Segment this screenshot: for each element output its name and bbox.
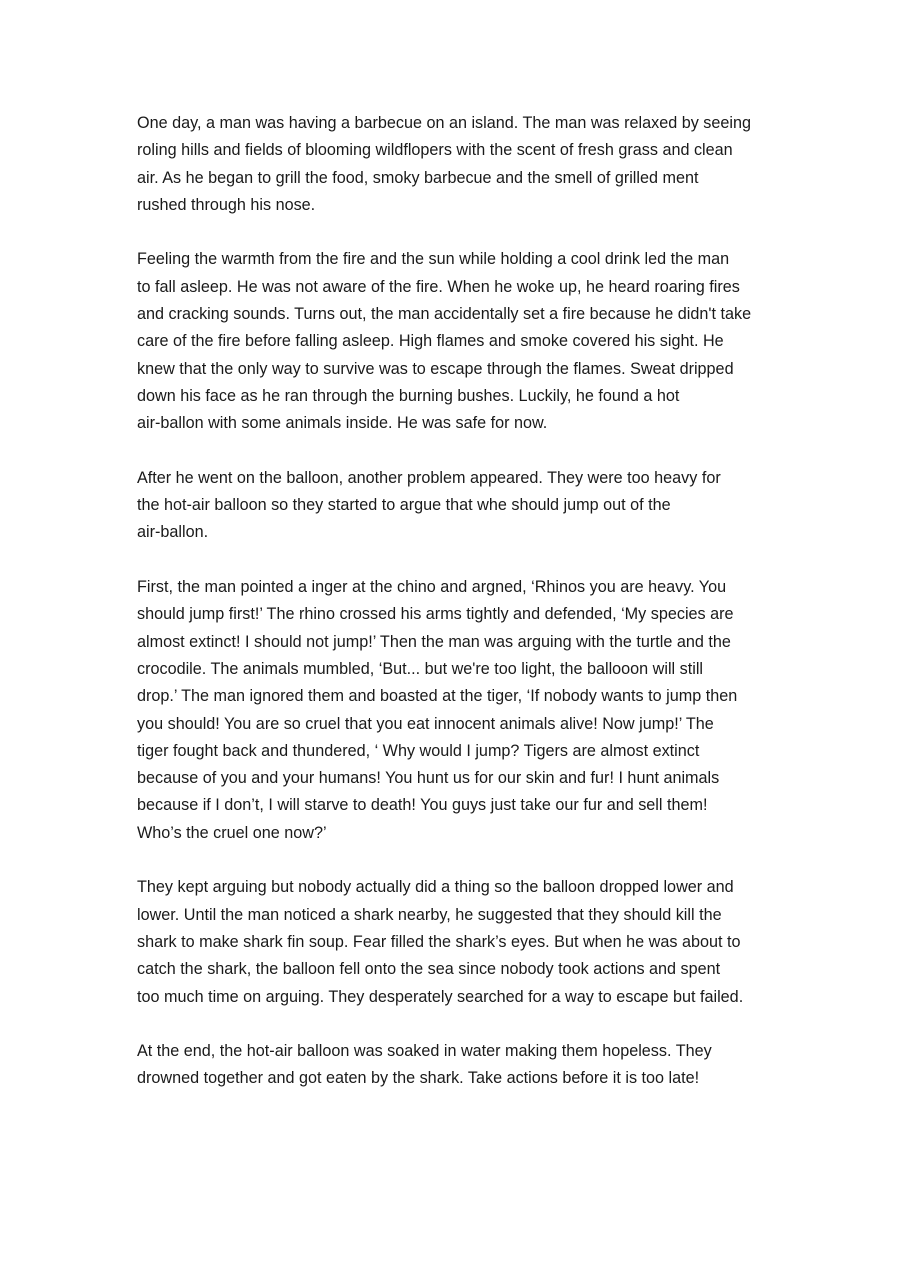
text-line: air-ballon. <box>137 523 209 542</box>
text-line: care of the fire before falling asleep. High flames and smoke covered his sight. He <box>137 332 724 351</box>
text-line: tiger fought back and thundered, ‘ Why would I jump? Tigers are almost extinct <box>137 741 700 760</box>
text-line: and cracking sounds. Turns out, the man accidentally set a fire because he didn't take <box>137 305 752 324</box>
text-line: Feeling the warmth from the fire and the sun while holding a cool drink led the man <box>137 250 730 269</box>
text-line: Who’s the cruel one now?’ <box>137 823 327 842</box>
paragraph-2 <box>137 246 777 437</box>
text-line: you should! You are so cruel that you eat innocent animals alive! Now jump!’ The <box>137 714 714 733</box>
text-line: air-ballon with some animals inside. He was safe for now. <box>137 414 548 433</box>
text-line: should jump first!’ The rhino crossed his arms tightly and defended, ‘My species are <box>137 605 734 624</box>
text-line: knew that the only way to survive was to escape through the flames. Sweat dripped <box>137 359 734 378</box>
text-line: roling hills and fields of blooming wildflopers with the scent of fresh grass and clean <box>137 141 733 160</box>
text-line: drowned together and got eaten by the shark. Take actions before it is too late! <box>137 1069 700 1088</box>
text-line: the hot-air balloon so they started to argue that whe should jump out of the <box>137 496 671 515</box>
paragraph-1 <box>137 110 777 219</box>
text-line: down his face as he ran through the burning bushes. Luckily, he found a hot <box>137 386 680 405</box>
text-line: One day, a man was having a barbecue on an island. The man was relaxed by seeing <box>137 114 752 132</box>
text-line: because if I don’t, I will starve to death! You guys just take our fur and sell them! <box>137 796 708 815</box>
paragraph-5 <box>137 874 777 1010</box>
text-line: After he went on the balloon, another problem appeared. They were too heavy for <box>137 468 721 487</box>
paragraph-6 <box>137 1038 777 1093</box>
text-line: too much time on arguing. They desperately searched for a way to escape but failed. <box>137 987 744 1006</box>
text-line: almost extinct! I should not jump!’ Then the man was arguing with the turtle and the <box>137 632 731 651</box>
text-line: shark to make shark fin soup. Fear filled the shark’s eyes. But when he was about to <box>137 932 741 951</box>
text-line: drop.’ The man ignored them and boasted at the tiger, ‘If nobody wants to jump then <box>137 687 738 706</box>
text-line: They kept arguing but nobody actually did a thing so the balloon dropped lower and <box>137 878 734 897</box>
text-line: to fall asleep. He was not aware of the fire. When he woke up, he heard roaring fires <box>137 277 740 296</box>
text-line: air. As he began to grill the food, smoky barbecue and the smell of grilled ment <box>137 168 699 187</box>
text-line: because of you and your humans! You hunt us for our skin and fur! I hunt animals <box>137 769 720 788</box>
text-line: lower. Until the man noticed a shark nearby, he suggested that they should kill the <box>137 905 722 924</box>
text-line: First, the man pointed a inger at the chino and argned, ‘Rhinos you are heavy. You <box>137 578 727 597</box>
text-line: At the end, the hot-air balloon was soaked in water making them hopeless. They <box>137 1042 712 1061</box>
text-line: crocodile. The animals mumbled, ‘But... but we're too light, the ballooon will still <box>137 659 704 678</box>
text-line: rushed through his nose. <box>137 195 316 214</box>
paragraph-4 <box>137 574 777 847</box>
document-body <box>137 110 777 1120</box>
paragraph-3 <box>137 465 777 547</box>
text-line: catch the shark, the balloon fell onto the sea since nobody took actions and spent <box>137 960 721 979</box>
